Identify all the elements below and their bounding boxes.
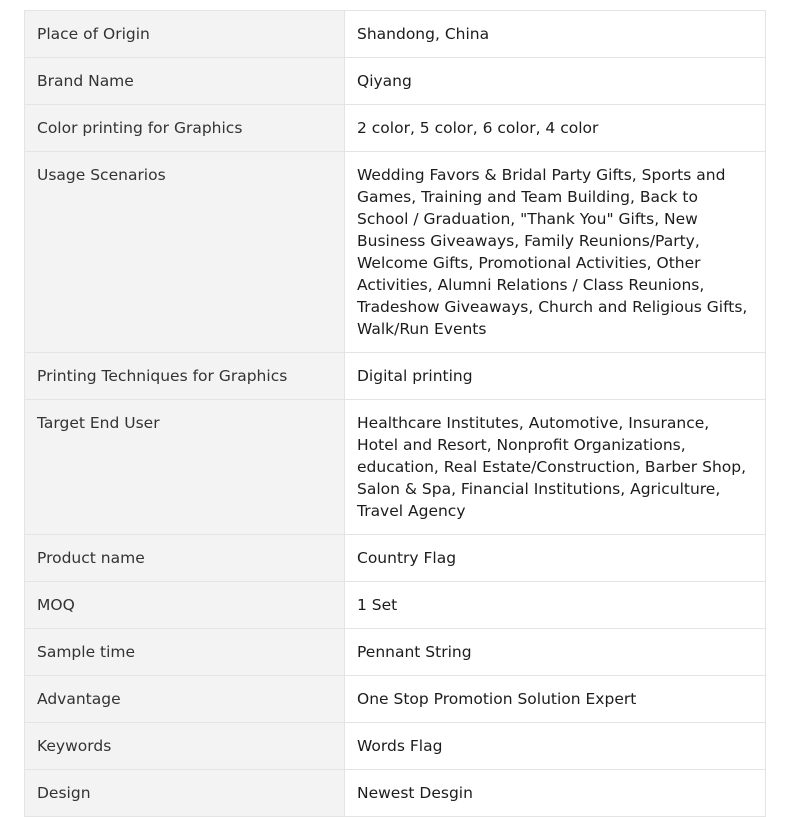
attribute-value: Qiyang — [345, 58, 766, 105]
table-row — [25, 770, 766, 817]
attribute-value: Healthcare Institutes, Automotive, Insurance, Hotel and Resort, Nonprofit Organizations, education, Real Estate/Construction, Barber Shop, Salon & Spa, Financial Institutions, Agriculture, Travel Agency — [345, 400, 766, 535]
attribute-value: Newest Desgin — [345, 770, 766, 817]
table-row — [25, 11, 766, 58]
attributes-table-body — [25, 11, 766, 817]
attribute-value: Pennant String — [345, 629, 766, 676]
attribute-value: One Stop Promotion Solution Expert — [345, 676, 766, 723]
attribute-label: Brand Name — [25, 58, 345, 105]
attribute-value: Words Flag — [345, 723, 766, 770]
attribute-value: Shandong, China — [345, 11, 766, 58]
attribute-label: Keywords — [25, 723, 345, 770]
attribute-value: Wedding Favors & Bridal Party Gifts, Sports and Games, Training and Team Building, Back to School / Graduation, "Thank You" Gifts, New Business Giveaways, Family Reunions/Party, Welcome Gifts, Promotional Activities, Other Activities, Alumni Relations / Class Reunions, Tradeshow Giveaways, Church and Religious Gifts, Walk/Run Events — [345, 152, 766, 353]
product-attributes-table — [24, 10, 766, 817]
attribute-label: Place of Origin — [25, 11, 345, 58]
attribute-label: Advantage — [25, 676, 345, 723]
attribute-value: 2 color, 5 color, 6 color, 4 color — [345, 105, 766, 152]
table-row — [25, 400, 766, 535]
attribute-label: Product name — [25, 535, 345, 582]
table-row — [25, 152, 766, 353]
attribute-value: Country Flag — [345, 535, 766, 582]
attribute-value: Digital printing — [345, 353, 766, 400]
table-row — [25, 105, 766, 152]
attribute-label: Color printing for Graphics — [25, 105, 345, 152]
attribute-value: 1 Set — [345, 582, 766, 629]
attribute-label: Printing Techniques for Graphics — [25, 353, 345, 400]
table-row — [25, 58, 766, 105]
table-row — [25, 629, 766, 676]
attribute-label: Sample time — [25, 629, 345, 676]
attribute-label: Usage Scenarios — [25, 152, 345, 353]
table-row — [25, 353, 766, 400]
table-row — [25, 582, 766, 629]
table-row — [25, 723, 766, 770]
attribute-label: Design — [25, 770, 345, 817]
attribute-label: Target End User — [25, 400, 345, 535]
attribute-label: MOQ — [25, 582, 345, 629]
table-row — [25, 535, 766, 582]
table-row — [25, 676, 766, 723]
